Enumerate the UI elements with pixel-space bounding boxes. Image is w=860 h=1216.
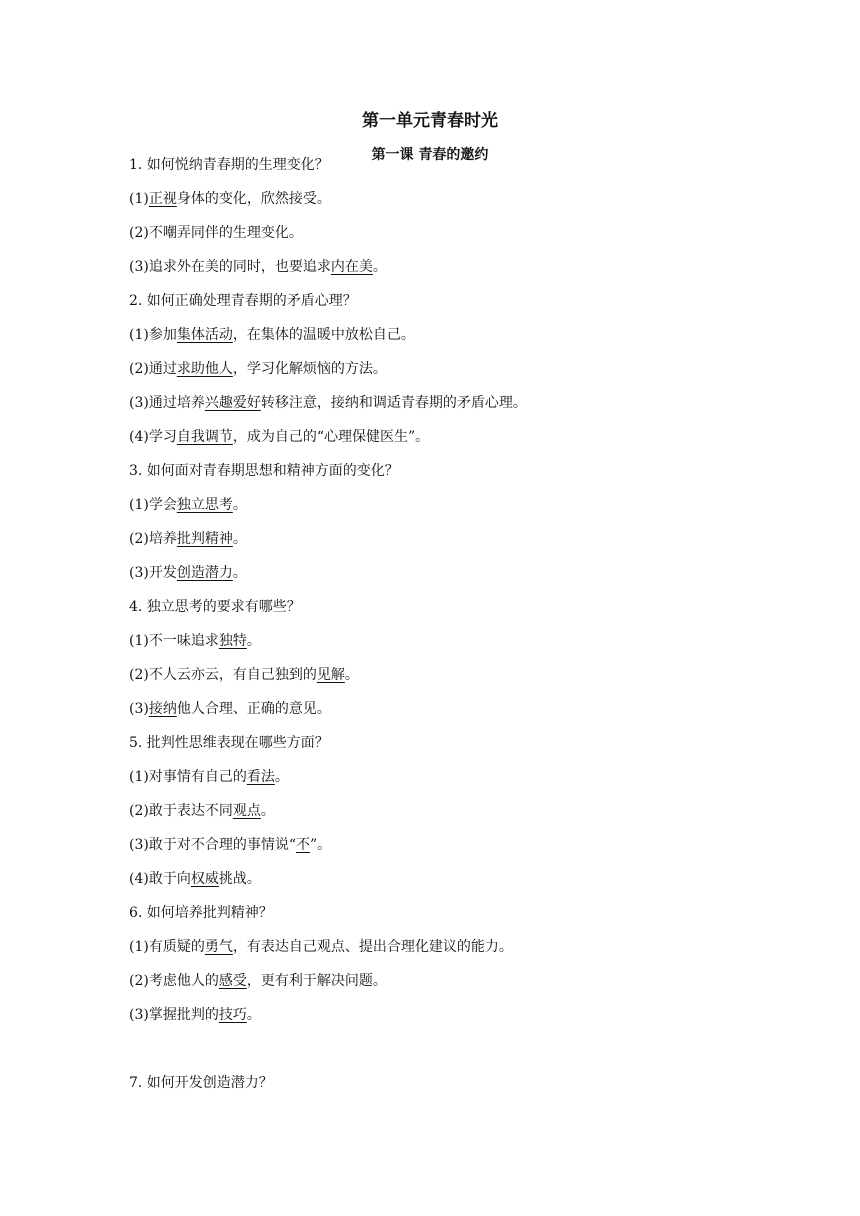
text-segment: 7. 如何开发创造潜力？ [129,1075,273,1091]
text-segment: 1. 如何悦纳青春期的生理变化？ [129,157,329,173]
underlined-keyword: 权威 [190,871,219,887]
lesson-title: 第一课 青春的邀约 [371,147,489,163]
text-segment: (2)不嘲弄同伴的生理变化。 [129,225,303,241]
answer-line [129,216,749,250]
answer-line [129,998,749,1032]
underlined-keyword: 集体活动 [176,327,233,343]
text-segment: (1)学会 [129,497,177,513]
answer-line [129,760,749,794]
answer-line [129,386,749,420]
answer-line [129,420,749,454]
text-segment: 4. 独立思考的要求有哪些？ [129,599,301,615]
answer-line [129,930,749,964]
answer-line [129,352,749,386]
text-segment: ，有表达自己观点、提出合理化建议的能力。 [232,939,513,955]
question-line [129,896,749,930]
underlined-keyword: 求助他人 [176,361,233,377]
underlined-keyword: 见解 [316,667,345,683]
answer-line [129,522,749,556]
text-segment: (3)开发 [129,565,177,581]
text-segment: (1)对事情有自己的 [129,769,247,785]
text-segment: 5. 批判性思维表现在哪些方面？ [129,735,329,751]
answer-line [129,964,749,998]
text-segment: (3)敢于对不合理的事情说“ [129,837,296,853]
text-segment: 2. 如何正确处理青春期的矛盾心理？ [129,293,357,309]
text-segment: (1) [129,191,149,207]
text-segment: (4)敢于向 [129,871,191,887]
answer-line [129,318,749,352]
underlined-keyword: 技巧 [218,1007,247,1023]
answer-line [129,794,749,828]
text-segment: 转移注意，接纳和调适青春期的矛盾心理。 [260,395,527,411]
text-segment: (3)通过培养 [129,395,205,411]
text-segment: (2)不人云亦云，有自己独到的 [129,667,317,683]
text-segment: ，成为自己的“心理保健医生”。 [232,429,430,445]
text-segment: ，在集体的温暖中放松自己。 [232,327,415,343]
text-segment: (3) [129,701,149,717]
underlined-keyword: 兴趣爱好 [204,395,261,411]
text-segment: (3)追求外在美的同时，也要追求 [129,259,331,275]
underlined-keyword: 正视 [148,191,177,207]
text-segment: (2)培养 [129,531,177,547]
text-segment: (2)通过 [129,361,177,377]
underlined-keyword: 自我调节 [176,429,233,445]
underlined-keyword: 勇气 [204,939,233,955]
underlined-keyword: 独立思考 [176,497,233,513]
text-segment: 。 [246,1007,261,1023]
answer-line [129,692,749,726]
text-segment: 。 [344,667,359,683]
text-segment: (3)掌握批判的 [129,1007,219,1023]
text-segment: 3. 如何面对青春期思想和精神方面的变化？ [129,463,399,479]
text-segment: 6. 如何培养批判精神？ [129,905,273,921]
text-segment: ，更有利于解决问题。 [246,973,387,989]
text-segment: 挑战。 [218,871,261,887]
answer-line [129,488,749,522]
answer-line [129,828,749,862]
text-segment: (1)有质疑的 [129,939,205,955]
underlined-keyword: 接纳 [148,701,177,717]
underlined-keyword: 内在美 [330,259,373,275]
unit-title: 第一单元青春时光 [362,111,498,131]
question-line [129,148,749,182]
question-line [129,284,749,318]
question-line [129,1066,749,1100]
answer-line [129,182,749,216]
text-segment: (2)敢于表达不同 [129,803,233,819]
text-segment: 。 [274,769,289,785]
underlined-keyword: 独特 [218,633,247,649]
text-segment: 。 [246,633,261,649]
text-segment: 。 [232,497,247,513]
underlined-keyword: 创造潜力 [176,565,233,581]
question-line [129,590,749,624]
text-segment: 。 [232,565,247,581]
text-segment: 。 [232,531,247,547]
text-segment: 。 [260,803,275,819]
underlined-keyword: 不 [296,837,310,853]
question-line [129,454,749,488]
text-segment: (1)不一味追求 [129,633,219,649]
underlined-keyword: 批判精神 [176,531,233,547]
text-segment: ，学习化解烦恼的方法。 [232,361,387,377]
text-segment: 他人合理、正确的意见。 [176,701,331,717]
text-segment: ”。 [310,837,332,853]
content-body [129,148,749,1100]
answer-line [129,658,749,692]
underlined-keyword: 感受 [218,973,247,989]
text-segment: (2)考虑他人的 [129,973,219,989]
question-line [129,726,749,760]
underlined-keyword: 看法 [246,769,275,785]
underlined-keyword: 观点 [232,803,261,819]
text-segment: 。 [372,259,387,275]
answer-line [129,862,749,896]
text-segment: (4)学习 [129,429,177,445]
answer-line [129,250,749,284]
text-segment: 身体的变化，欣然接受。 [176,191,331,207]
text-segment: (1)参加 [129,327,177,343]
answer-line [129,556,749,590]
answer-line [129,624,749,658]
